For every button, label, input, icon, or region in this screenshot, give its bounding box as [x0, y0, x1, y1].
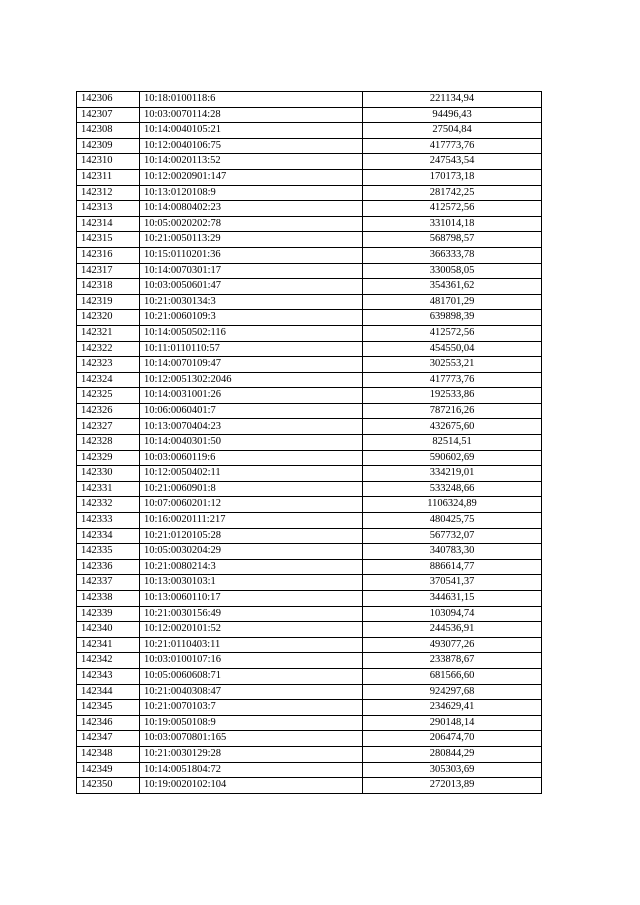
amount-cell: 340783,30	[363, 544, 542, 560]
row-id-cell: 142333	[77, 513, 140, 529]
amount-cell: 924297,68	[363, 684, 542, 700]
cadastral-number-cell: 10:21:0060901:8	[140, 481, 363, 497]
cadastral-number-cell: 10:21:0030129:28	[140, 746, 363, 762]
row-id-cell: 142346	[77, 715, 140, 731]
table-row	[77, 653, 542, 669]
cadastral-number-cell: 10:12:0020101:52	[140, 622, 363, 638]
amount-cell: 481701,29	[363, 294, 542, 310]
amount-cell: 103094,74	[363, 606, 542, 622]
amount-cell: 244536,91	[363, 622, 542, 638]
amount-cell: 417773,76	[363, 138, 542, 154]
amount-cell: 331014,18	[363, 216, 542, 232]
amount-cell: 370541,37	[363, 575, 542, 591]
row-id-cell: 142313	[77, 201, 140, 217]
table-row	[77, 341, 542, 357]
cadastral-number-cell: 10:12:0040106:75	[140, 138, 363, 154]
table-row	[77, 138, 542, 154]
table-row	[77, 294, 542, 310]
table-row	[77, 559, 542, 575]
table-row	[77, 715, 542, 731]
table-row	[77, 92, 542, 108]
cadastral-number-cell: 10:21:0120105:28	[140, 528, 363, 544]
amount-cell: 412572,56	[363, 325, 542, 341]
amount-cell: 330058,05	[363, 263, 542, 279]
table-row	[77, 123, 542, 139]
amount-cell: 302553,21	[363, 357, 542, 373]
amount-cell: 493077,26	[363, 637, 542, 653]
amount-cell: 334219,01	[363, 466, 542, 482]
table-row	[77, 325, 542, 341]
amount-cell: 568798,57	[363, 232, 542, 248]
row-id-cell: 142342	[77, 653, 140, 669]
table-row	[77, 575, 542, 591]
amount-cell: 432675,60	[363, 419, 542, 435]
row-id-cell: 142322	[77, 341, 140, 357]
table-row	[77, 622, 542, 638]
cadastral-number-cell: 10:21:0060109:3	[140, 310, 363, 326]
table-row	[77, 403, 542, 419]
cadastral-number-cell: 10:05:0020202:78	[140, 216, 363, 232]
row-id-cell: 142319	[77, 294, 140, 310]
amount-cell: 533248,66	[363, 481, 542, 497]
row-id-cell: 142326	[77, 403, 140, 419]
table-row	[77, 169, 542, 185]
table-row	[77, 419, 542, 435]
row-id-cell: 142345	[77, 700, 140, 716]
amount-cell: 305303,69	[363, 762, 542, 778]
table-row	[77, 528, 542, 544]
amount-cell: 1106324,89	[363, 497, 542, 513]
row-id-cell: 142348	[77, 746, 140, 762]
row-id-cell: 142314	[77, 216, 140, 232]
cadastral-number-cell: 10:19:0050108:9	[140, 715, 363, 731]
amount-cell: 639898,39	[363, 310, 542, 326]
table-row	[77, 762, 542, 778]
cadastral-number-cell: 10:12:0050402:11	[140, 466, 363, 482]
row-id-cell: 142331	[77, 481, 140, 497]
table-row	[77, 279, 542, 295]
amount-cell: 344631,15	[363, 591, 542, 607]
cadastral-number-cell: 10:03:0100107:16	[140, 653, 363, 669]
amount-cell: 590602,69	[363, 450, 542, 466]
row-id-cell: 142307	[77, 107, 140, 123]
cadastral-number-cell: 10:05:0030204:29	[140, 544, 363, 560]
row-id-cell: 142337	[77, 575, 140, 591]
row-id-cell: 142328	[77, 435, 140, 451]
row-id-cell: 142310	[77, 154, 140, 170]
row-id-cell: 142334	[77, 528, 140, 544]
cadastral-number-cell: 10:14:0040301:50	[140, 435, 363, 451]
cadastral-number-cell: 10:14:0050502:116	[140, 325, 363, 341]
cadastral-number-cell: 10:13:0060110:17	[140, 591, 363, 607]
amount-cell: 280844,29	[363, 746, 542, 762]
amount-cell: 567732,07	[363, 528, 542, 544]
cadastral-number-cell: 10:21:0050113:29	[140, 232, 363, 248]
table-row	[77, 154, 542, 170]
cadastral-number-cell: 10:21:0080214:3	[140, 559, 363, 575]
table-row	[77, 388, 542, 404]
row-id-cell: 142343	[77, 668, 140, 684]
table-row	[77, 435, 542, 451]
cadastral-number-cell: 10:19:0020102:104	[140, 778, 363, 794]
amount-cell: 417773,76	[363, 372, 542, 388]
cadastral-number-cell: 10:14:0070109:47	[140, 357, 363, 373]
table-row	[77, 372, 542, 388]
table-row	[77, 216, 542, 232]
row-id-cell: 142329	[77, 450, 140, 466]
cadastral-number-cell: 10:16:0020111:217	[140, 513, 363, 529]
cadastral-number-cell: 10:13:0070404:23	[140, 419, 363, 435]
amount-cell: 354361,62	[363, 279, 542, 295]
amount-cell: 480425,75	[363, 513, 542, 529]
table-row	[77, 201, 542, 217]
cadastral-number-cell: 10:21:0070103:7	[140, 700, 363, 716]
row-id-cell: 142320	[77, 310, 140, 326]
cadastral-number-cell: 10:13:0120108:9	[140, 185, 363, 201]
cadastral-number-cell: 10:21:0110403:11	[140, 637, 363, 653]
amount-cell: 94496,43	[363, 107, 542, 123]
amount-cell: 234629,41	[363, 700, 542, 716]
row-id-cell: 142344	[77, 684, 140, 700]
row-id-cell: 142338	[77, 591, 140, 607]
cadastral-number-cell: 10:03:0070114:28	[140, 107, 363, 123]
row-id-cell: 142316	[77, 247, 140, 263]
row-id-cell: 142306	[77, 92, 140, 108]
table-row	[77, 637, 542, 653]
row-id-cell: 142323	[77, 357, 140, 373]
cadastral-number-cell: 10:14:0031001:26	[140, 388, 363, 404]
table-row	[77, 263, 542, 279]
table-row	[77, 497, 542, 513]
cadastral-number-cell: 10:13:0030103:1	[140, 575, 363, 591]
table-row	[77, 668, 542, 684]
amount-cell: 170173,18	[363, 169, 542, 185]
amount-cell: 681566,60	[363, 668, 542, 684]
cadastral-number-cell: 10:14:0051804:72	[140, 762, 363, 778]
cadastral-number-cell: 10:21:0030156:49	[140, 606, 363, 622]
table-row	[77, 185, 542, 201]
amount-cell: 221134,94	[363, 92, 542, 108]
table-row	[77, 544, 542, 560]
row-id-cell: 142325	[77, 388, 140, 404]
cadastral-number-cell: 10:05:0060608:71	[140, 668, 363, 684]
table-row	[77, 778, 542, 794]
table-row	[77, 481, 542, 497]
table-row	[77, 450, 542, 466]
cadastral-number-cell: 10:14:0080402:23	[140, 201, 363, 217]
row-id-cell: 142318	[77, 279, 140, 295]
table-row	[77, 684, 542, 700]
row-id-cell: 142321	[77, 325, 140, 341]
amount-cell: 787216,26	[363, 403, 542, 419]
row-id-cell: 142349	[77, 762, 140, 778]
amount-cell: 281742,25	[363, 185, 542, 201]
amount-cell: 886614,77	[363, 559, 542, 575]
row-id-cell: 142324	[77, 372, 140, 388]
cadastral-number-cell: 10:03:0070801:165	[140, 731, 363, 747]
cadastral-number-cell: 10:14:0070301:17	[140, 263, 363, 279]
table-row	[77, 247, 542, 263]
cadastral-number-cell: 10:14:0040105:21	[140, 123, 363, 139]
table-row	[77, 310, 542, 326]
table-row	[77, 606, 542, 622]
cadastral-number-cell: 10:15:0110201:36	[140, 247, 363, 263]
table-body	[77, 92, 542, 794]
row-id-cell: 142347	[77, 731, 140, 747]
amount-cell: 82514,51	[363, 435, 542, 451]
row-id-cell: 142327	[77, 419, 140, 435]
cadastral-number-cell: 10:07:0060201:12	[140, 497, 363, 513]
row-id-cell: 142315	[77, 232, 140, 248]
amount-cell: 412572,56	[363, 201, 542, 217]
cadastral-number-cell: 10:06:0060401:7	[140, 403, 363, 419]
amount-cell: 366333,78	[363, 247, 542, 263]
table-row	[77, 731, 542, 747]
cadastral-number-cell: 10:12:0020901:147	[140, 169, 363, 185]
row-id-cell: 142308	[77, 123, 140, 139]
amount-cell: 192533,86	[363, 388, 542, 404]
row-id-cell: 142339	[77, 606, 140, 622]
amount-cell: 454550,04	[363, 341, 542, 357]
cadastral-number-cell: 10:12:0051302:2046	[140, 372, 363, 388]
cadastral-number-cell: 10:21:0030134:3	[140, 294, 363, 310]
row-id-cell: 142340	[77, 622, 140, 638]
amount-cell: 290148,14	[363, 715, 542, 731]
row-id-cell: 142317	[77, 263, 140, 279]
row-id-cell: 142341	[77, 637, 140, 653]
row-id-cell: 142335	[77, 544, 140, 560]
row-id-cell: 142309	[77, 138, 140, 154]
row-id-cell: 142332	[77, 497, 140, 513]
table-row	[77, 232, 542, 248]
amount-cell: 247543,54	[363, 154, 542, 170]
cadastral-number-cell: 10:03:0060119:6	[140, 450, 363, 466]
row-id-cell: 142312	[77, 185, 140, 201]
cadastral-number-cell: 10:18:0100118:6	[140, 92, 363, 108]
table-row	[77, 700, 542, 716]
table-row	[77, 107, 542, 123]
cadastral-number-cell: 10:14:0020113:52	[140, 154, 363, 170]
table-row	[77, 513, 542, 529]
table-row	[77, 466, 542, 482]
row-id-cell: 142350	[77, 778, 140, 794]
table-row	[77, 357, 542, 373]
cadastral-number-cell: 10:03:0050601:47	[140, 279, 363, 295]
amount-cell: 27504,84	[363, 123, 542, 139]
row-id-cell: 142330	[77, 466, 140, 482]
row-id-cell: 142311	[77, 169, 140, 185]
table-row	[77, 746, 542, 762]
amount-cell: 233878,67	[363, 653, 542, 669]
cadastral-number-cell: 10:11:0110110:57	[140, 341, 363, 357]
cadastral-number-cell: 10:21:0040308:47	[140, 684, 363, 700]
amount-cell: 206474,70	[363, 731, 542, 747]
data-table	[76, 91, 542, 794]
amount-cell: 272013,89	[363, 778, 542, 794]
row-id-cell: 142336	[77, 559, 140, 575]
table-row	[77, 591, 542, 607]
